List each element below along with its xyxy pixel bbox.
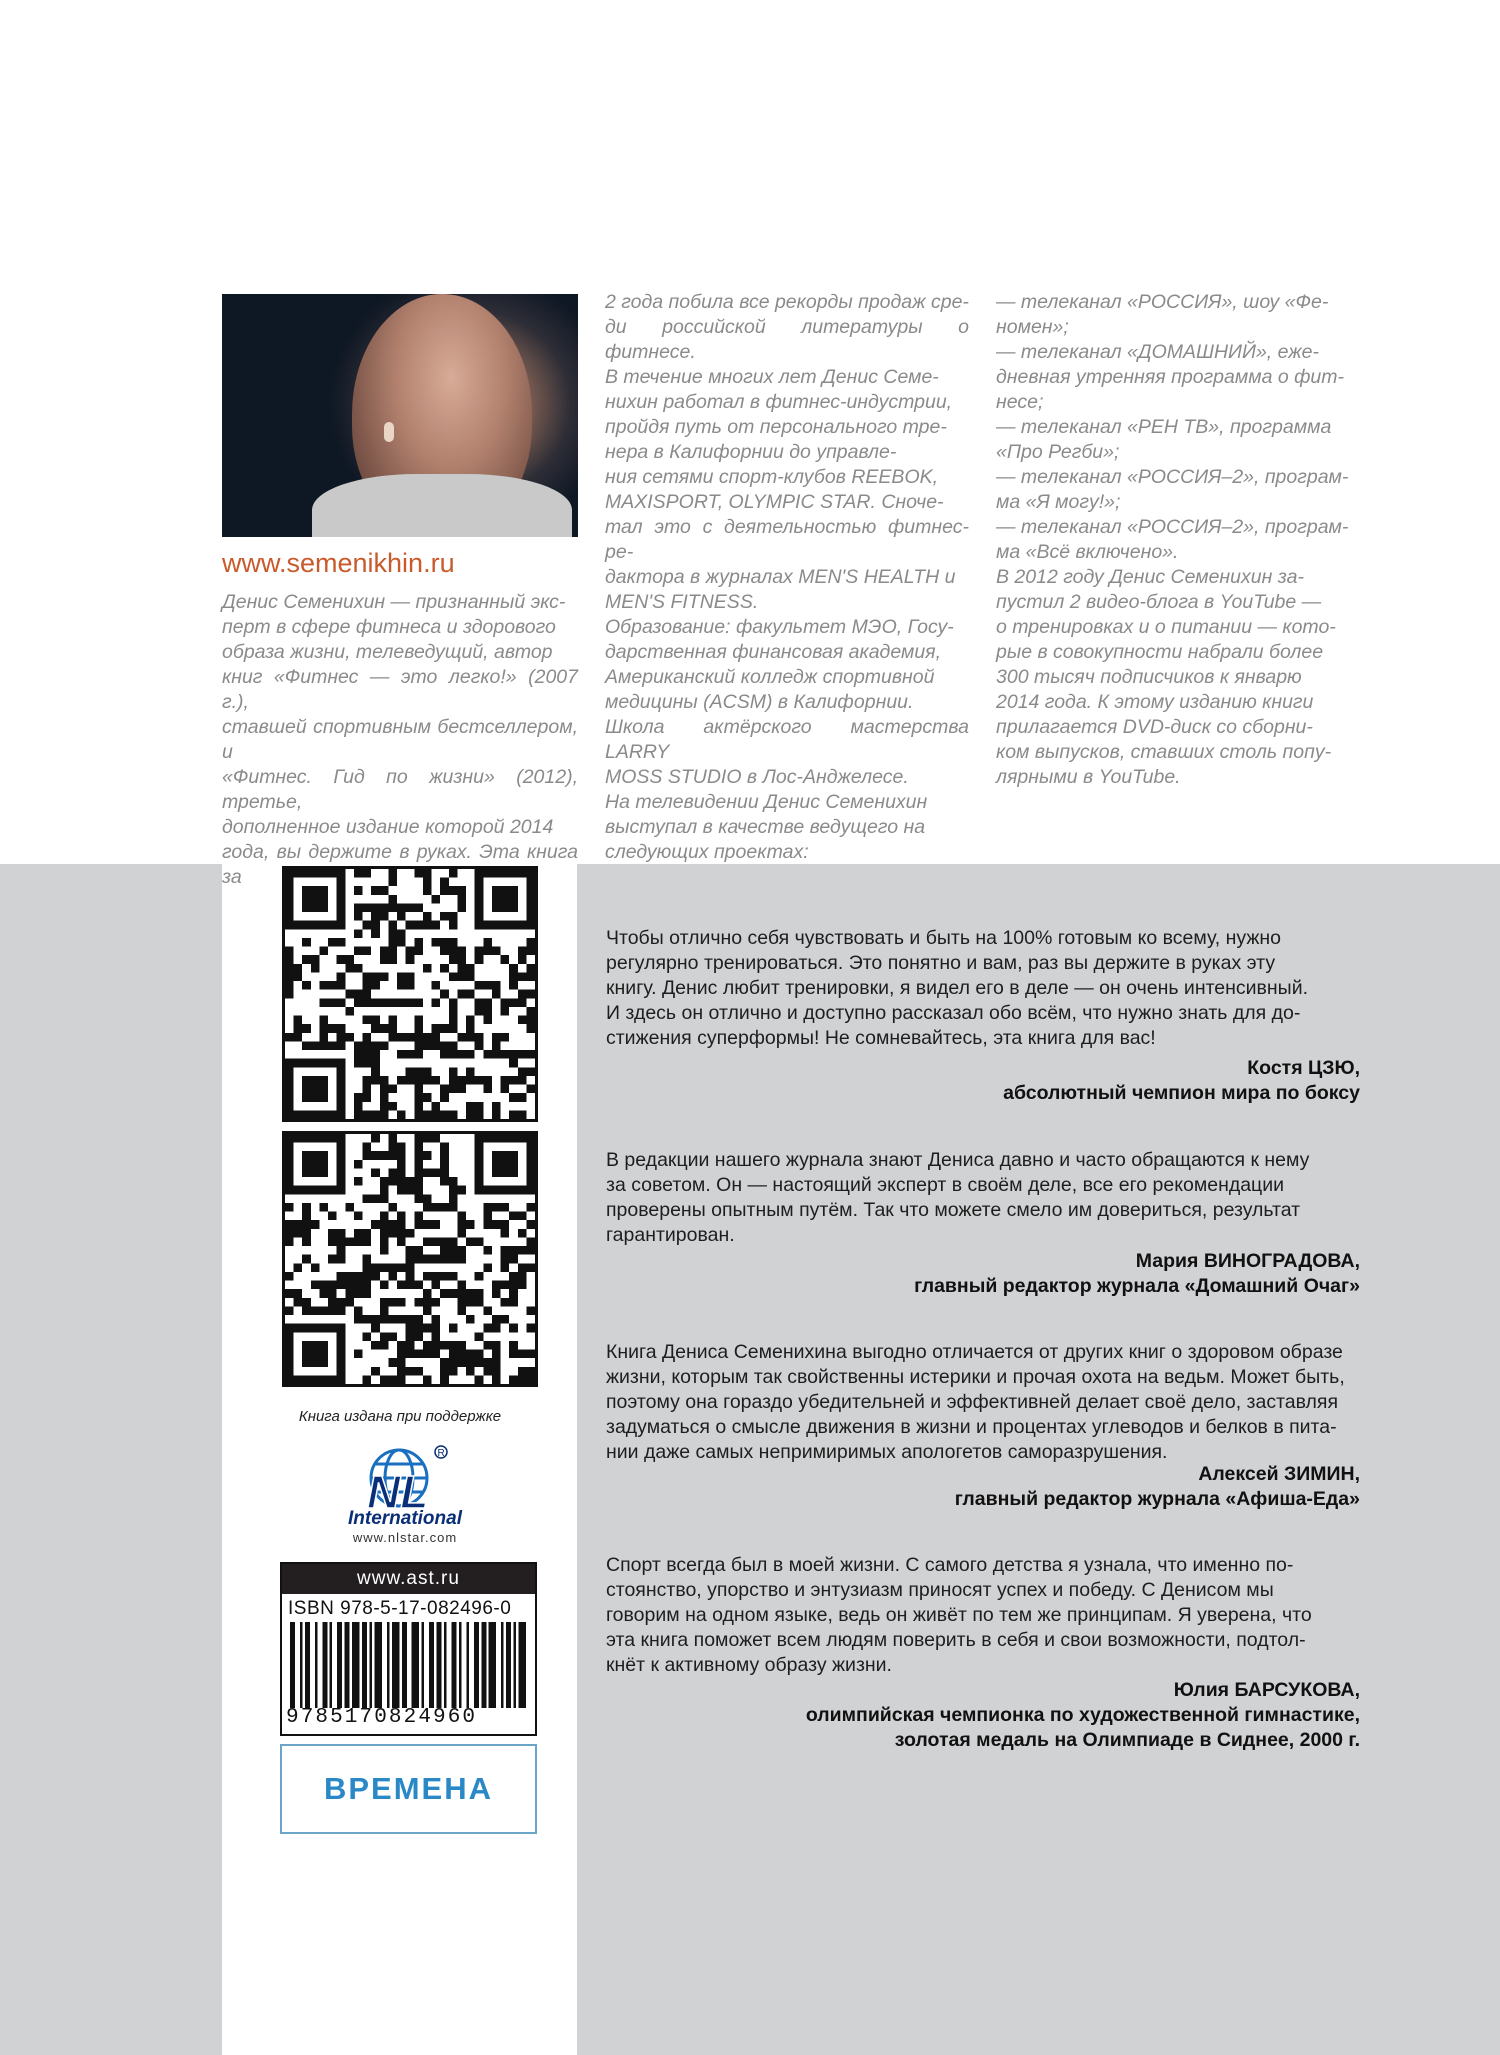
text-line: MEN'S FITNESS. [605,591,759,613]
text-line: — телеканал «ДОМАШНИЙ», еже- [996,341,1320,363]
author-name: Алексей ЗИМИН, [1198,1463,1360,1485]
quote-line: поэтому она гораздо убедительней и эффективней делает своё дело, заставляя [606,1391,1339,1413]
text-line: дарственная финансовая академия, [605,641,942,663]
text-line: Образование: факультет МЭО, Госу- [605,616,954,638]
author-role: главный редактор журнала «Афиша-Еда» [954,1488,1360,1510]
text-line: несе; [996,391,1044,413]
text-line: — телеканал «РОССИЯ», шоу «Фе- [996,291,1329,313]
nl-brand-site: www.nlstar.com [352,1530,458,1545]
isbn-barcode-block [280,1562,537,1736]
about-column-3 [996,290,1360,790]
text-line: пустил 2 видео-блога в YouTube — [996,591,1322,613]
imprint-logo: ВРЕМЕНА [280,1744,537,1834]
quote-line: стижения суперформы! Не сомневайтесь, эта книга для вас! [606,1027,1156,1049]
text-line: 2 года побила все рекорды продаж сре- [605,291,969,313]
author-site-link[interactable]: www.semenikhin.ru [222,548,455,578]
support-caption: Книга издана при поддержке [298,1408,502,1425]
quote-3-signature [955,1462,1360,1512]
quote-line: регулярно тренироваться. Это понятно и вам, раз вы держите в руках эту [606,952,1276,974]
text-line: нихин работал в фитнес-индустрии, [605,391,953,413]
text-line: Американский колледж спортивной [605,666,935,688]
quote-2-signature [914,1249,1360,1299]
qr-code-1[interactable] [282,866,538,1122]
text-line: дополненное издание которой 2014 [222,816,554,838]
text-line: выступал в качестве ведущего на [605,816,926,838]
quote-1 [606,926,1360,1051]
quote-line: нии даже самых непримиримых апологетов саморазрушения. [606,1441,1168,1463]
quote-line: говорим на одном языке, ведь он живёт по тем же принципам. Я уверена, что [606,1604,1312,1626]
text-line: — телеканал «РЕН ТВ», программа [996,416,1332,438]
text-line: Школа актёрского мастерства LARRY [605,716,969,763]
text-line: года, вы держите в руках. Эта книга за [222,841,578,888]
quote-4 [606,1553,1360,1678]
text-line: ставшей спортивным бестселлером, и [222,716,578,763]
text-line: В течение многих лет Денис Семе- [605,366,939,388]
quote-line: книгу. Денис любит тренировки, я видел его в деле — он очень интенсивный. [606,977,1309,999]
text-line: о тренировках и о питании — кото- [996,616,1336,638]
text-line: медицины (ACSM) в Калифорнии. [605,691,914,713]
text-line: ди российской литературы о фитнесе. [605,316,969,363]
quote-line: кнёт к активному образу жизни. [606,1654,892,1676]
quote-line: Спорт всегда был в моей жизни. С самого детства я узнала, что именно по- [606,1554,1294,1576]
text-line: прилагается DVD-диск со сборни- [996,716,1313,738]
text-line: На телевидении Денис Семенихин [605,791,928,813]
about-column-1 [222,590,578,890]
text-line: ния сетями спорт-клубов REEBOK, [605,466,939,488]
text-line: ма «Я могу!»; [996,491,1121,513]
text-line: — телеканал «РОССИЯ–2», програм- [996,516,1349,538]
text-line: перт в сфере фитнеса и здорового [222,616,556,638]
nl-logo-letters: NL [367,1466,429,1518]
text-line: — телеканал «РОССИЯ–2», програм- [996,466,1349,488]
author-name: Мария ВИНОГРАДОВА, [1135,1250,1360,1272]
quote-line: задуматься о смысле движения в жизни и процентах углеводов и белков в пита- [606,1416,1337,1438]
isbn-number: ISBN 978-5-17-082496-0 [288,1598,512,1619]
text-line: ком выпусков, ставших столь попу- [996,741,1332,763]
quote-line: Чтобы отлично себя чувствовать и быть на 100% готовым ко всему, нужно [606,927,1281,949]
qr-code-2[interactable] [282,1131,538,1387]
author-role: абсолютный чемпион мира по боксу [1003,1082,1360,1104]
text-line: рые в совокупности набрали более [996,641,1324,663]
quote-line: за советом. Он — настоящий эксперт в своём деле, все его рекомендации [606,1174,1285,1196]
barcode-icon [290,1622,526,1708]
author-name: Костя ЦЗЮ, [1247,1057,1360,1079]
author-name: Юлия БАРСУКОВА, [1173,1679,1360,1701]
quote-line: гарантирован. [606,1224,735,1246]
nl-brand-name: International [347,1508,462,1529]
text-line: MAXISPORT, OLYMPIC STAR. Сноче- [605,491,944,513]
text-line: дактора в журналах MEN'S HEALTH и [605,566,956,588]
text-line: В 2012 году Денис Семенихин за- [996,566,1304,588]
quote-line: проверены опытным путём. Так что можете смело им довериться, результат [606,1199,1301,1221]
text-line: следующих проектах: [605,841,809,863]
author-role: золотая медаль на Олимпиаде в Сиднее, 2000 г. [894,1729,1360,1751]
text-line: «Фитнес. Гид по жизни» (2012), третье, [222,766,578,813]
barcode-digits: 9785170824960 [286,1706,478,1729]
text-line: «Про Регби»; [996,441,1120,463]
quote-line: жизни, которым так свойственны истерики и прочая охота на ведьм. Может быть, [606,1366,1345,1388]
quote-1-signature [1003,1056,1360,1106]
text-line: образа жизни, телеведущий, автор [222,641,553,663]
text-line: нера в Калифорнии до управле- [605,441,897,463]
quote-3 [606,1340,1360,1465]
text-line: лярными в YouTube. [996,766,1181,788]
author-photo [222,294,578,537]
quote-line: эта книга поможет всем людям поверить в себя и свои возможности, подтол- [606,1629,1306,1651]
text-line: пройдя путь от персонального тре- [605,416,947,438]
svg-text:R: R [437,1448,445,1459]
author-role: олимпийская чемпионка по художественной гимнастике, [805,1704,1360,1726]
text-line: тал это с деятельностью фитнес-ре- [605,516,969,563]
text-line: книг «Фитнес — это легко!» (2007 г.), [222,666,578,713]
ast-site: www.ast.ru [282,1564,535,1594]
quote-4-signature [806,1678,1360,1753]
author-role: главный редактор журнала «Домашний Очаг» [914,1275,1360,1297]
text-line: ма «Всё включено». [996,541,1179,563]
about-column-2 [605,290,969,865]
text-line: 300 тысяч подписчиков к январю [996,666,1302,688]
text-line: 2014 года. К этому изданию книги [996,691,1314,713]
text-line: номен»; [996,316,1069,338]
text-line: Денис Семенихин — признанный экс- [222,591,566,613]
quote-line: В редакции нашего журнала знают Дениса давно и часто обращаются к нему [606,1149,1310,1171]
text-line: дневная утренняя программа о фит- [996,366,1344,388]
quote-line: Книга Дениса Семенихина выгодно отличается от других книг о здоровом образе [606,1341,1343,1363]
qr-code-icon [285,869,535,1119]
qr-code-icon [285,1134,535,1384]
quote-2 [606,1148,1360,1248]
quote-line: И здесь он отлично и доступно рассказал обо всём, что нужно знать для до- [606,1002,1301,1024]
quote-line: стоянство, упорство и энтузиазм приносят успех и победу. С Денисом мы [606,1579,1274,1601]
text-line: MOSS STUDIO в Лос-Анджелесе. [605,766,909,788]
